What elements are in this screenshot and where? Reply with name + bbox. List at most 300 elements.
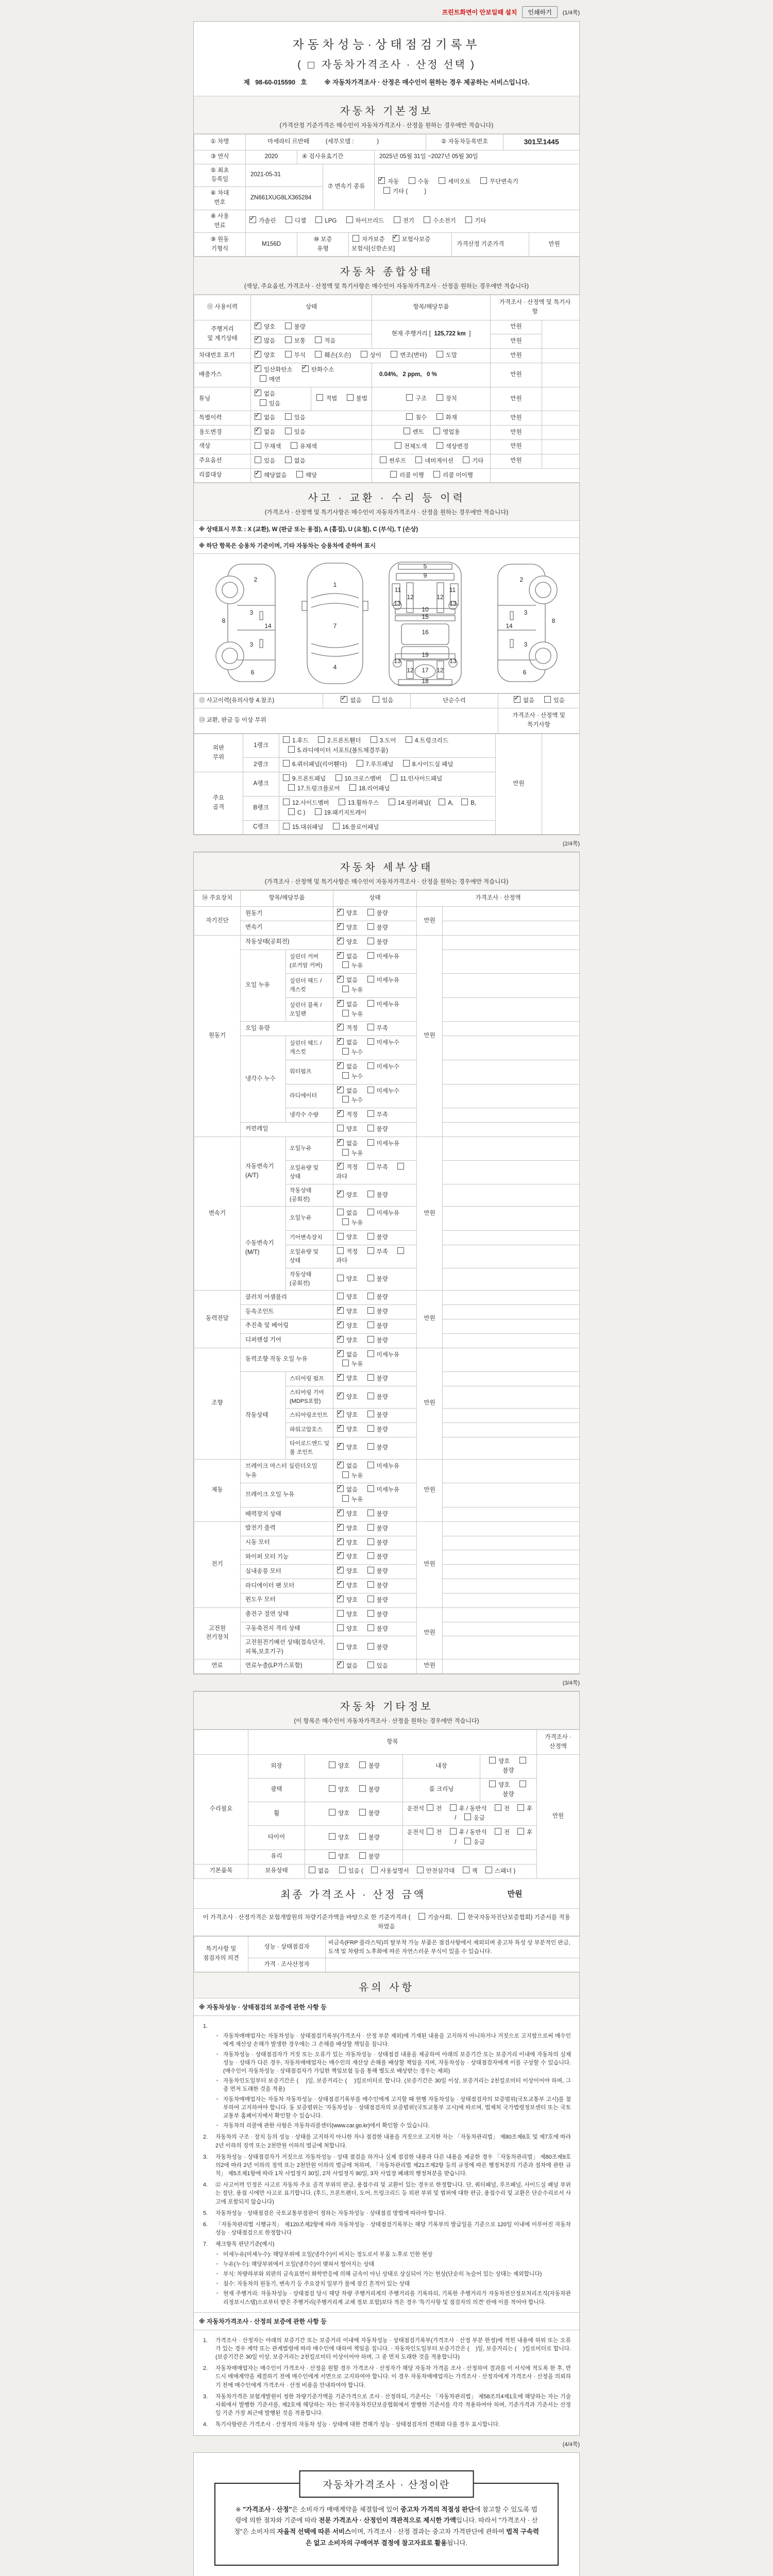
price-cell: 만원 <box>491 363 542 387</box>
checkbox-unchecked[interactable] <box>406 736 412 743</box>
checkbox-unchecked[interactable] <box>296 471 303 478</box>
group-label: ⑨ 원동 기형식 <box>194 233 246 257</box>
checkbox-unchecked[interactable] <box>367 1307 374 1314</box>
checkbox-unchecked[interactable] <box>480 177 487 184</box>
checkbox-unchecked[interactable] <box>495 1828 501 1835</box>
checkbox-checked[interactable] <box>337 1411 344 1417</box>
checkbox-unchecked[interactable] <box>450 1828 457 1835</box>
checkbox-unchecked[interactable] <box>409 177 415 184</box>
checkbox-unchecked[interactable] <box>359 1833 366 1840</box>
checkbox-unchecked[interactable] <box>329 1852 335 1859</box>
checkbox-unchecked[interactable] <box>288 784 295 791</box>
checkbox-unchecked[interactable] <box>357 760 363 767</box>
checkbox-unchecked[interactable] <box>309 1867 315 1873</box>
checkbox-unchecked[interactable] <box>342 1471 349 1478</box>
checkbox-checked[interactable] <box>337 1538 344 1545</box>
checkbox-checked[interactable] <box>337 1062 344 1069</box>
checkbox-unchecked[interactable] <box>337 1275 344 1281</box>
checkbox-checked[interactable] <box>255 389 261 396</box>
section-subtitle: (가격산정 기준가격은 매수인이 자동차가격조사 · 산정을 원하는 경우에만 적습니다) <box>279 123 494 129</box>
notes-cell <box>542 387 580 411</box>
checkbox-checked[interactable] <box>337 1485 344 1492</box>
checkbox-checked[interactable] <box>337 1374 344 1381</box>
notes-cell <box>443 1386 580 1408</box>
accident-history-table <box>194 693 580 733</box>
checkbox-unchecked[interactable] <box>260 375 266 382</box>
checkbox-unchecked[interactable] <box>367 976 374 982</box>
checkbox-checked[interactable] <box>337 1024 344 1030</box>
checkbox-checked[interactable] <box>514 696 520 703</box>
checkbox-unchecked[interactable] <box>463 456 469 463</box>
checkbox-unchecked[interactable] <box>367 1393 374 1399</box>
checkbox-unchecked[interactable] <box>367 1038 374 1045</box>
checkbox-unchecked[interactable] <box>383 187 390 194</box>
checkbox-unchecked[interactable] <box>367 1624 374 1631</box>
group-label: 외판 부위 <box>194 734 243 772</box>
options-cell: ✓없음 있음 <box>251 387 311 411</box>
checkbox-checked[interactable] <box>337 1552 344 1559</box>
checkbox-unchecked[interactable] <box>367 1062 374 1069</box>
checkbox-unchecked[interactable] <box>315 336 322 343</box>
checkbox-unchecked[interactable] <box>352 235 359 242</box>
checkbox-unchecked[interactable] <box>367 1233 374 1240</box>
notice-item-number: 6. <box>203 2222 208 2228</box>
checkbox-unchecked[interactable] <box>367 1336 374 1343</box>
checkbox-checked[interactable] <box>337 1443 344 1450</box>
print-button[interactable]: 인쇄하기 <box>522 6 557 18</box>
checkbox-unchecked[interactable] <box>367 1552 374 1559</box>
checkbox-unchecked[interactable] <box>436 413 443 420</box>
notes-cell <box>443 1305 580 1319</box>
checkbox-unchecked[interactable] <box>427 1828 433 1835</box>
checkbox-unchecked[interactable] <box>367 1000 374 1007</box>
checkbox-unchecked[interactable] <box>342 1360 349 1366</box>
checkbox-unchecked[interactable] <box>367 1538 374 1545</box>
checkbox-checked[interactable] <box>337 1524 344 1531</box>
notice-sub-item <box>202 2260 571 2268</box>
section-detail-state <box>194 852 579 890</box>
checkbox-unchecked[interactable] <box>339 1867 346 1873</box>
checkbox-unchecked[interactable] <box>367 1485 374 1492</box>
checkbox-unchecked[interactable] <box>464 1838 471 1844</box>
checkbox-unchecked[interactable] <box>415 456 422 463</box>
row-label: 작동상태 <box>241 1372 286 1460</box>
checkbox-checked[interactable] <box>337 1163 344 1170</box>
notes-cell <box>443 1184 580 1207</box>
notice-item <box>202 2209 571 2217</box>
sub-item-label: 오일유량 및 상태 <box>286 1245 333 1268</box>
checkbox-checked[interactable] <box>255 471 261 478</box>
checkbox-checked[interactable] <box>337 909 344 916</box>
checkbox-unchecked[interactable] <box>517 1828 524 1835</box>
checkbox-checked[interactable] <box>337 1110 344 1117</box>
checkbox-unchecked[interactable] <box>283 799 290 805</box>
checkbox-unchecked[interactable] <box>395 442 401 449</box>
checkbox-unchecked[interactable] <box>255 442 261 449</box>
final-price-row <box>194 1879 579 1909</box>
notes-cell <box>443 921 580 935</box>
checkbox-unchecked[interactable] <box>380 456 386 463</box>
checkbox-unchecked[interactable] <box>406 413 413 420</box>
checkbox-unchecked[interactable] <box>485 1867 492 1873</box>
checkbox-unchecked[interactable] <box>439 799 445 805</box>
checkbox-unchecked[interactable] <box>397 1163 404 1170</box>
checkbox-unchecked[interactable] <box>367 1087 374 1093</box>
checkbox-unchecked[interactable] <box>342 1149 349 1156</box>
options-cell: 구조 장치 <box>372 387 491 411</box>
checkbox-checked[interactable] <box>337 1425 344 1432</box>
checkbox-unchecked[interactable] <box>461 799 468 805</box>
notice-sub-item <box>202 2050 571 2076</box>
checkbox-unchecked[interactable] <box>406 394 413 401</box>
checkbox-unchecked[interactable] <box>367 1247 374 1254</box>
checkbox-unchecked[interactable] <box>373 696 379 703</box>
checkbox-unchecked[interactable] <box>337 1125 344 1131</box>
checkbox-checked[interactable] <box>255 365 261 372</box>
options-cell: ✓없음 미세누유 누유 <box>333 997 417 1022</box>
checkbox-unchecked[interactable] <box>367 1209 374 1215</box>
checkbox-unchecked[interactable] <box>283 736 290 743</box>
checkbox-unchecked[interactable] <box>283 823 290 829</box>
column-header: 상태 <box>251 295 372 320</box>
checkbox-unchecked[interactable] <box>342 986 349 992</box>
bullet-marker: · <box>216 2123 219 2129</box>
options-cell: ✓없음 미세누유 누유 <box>333 974 417 998</box>
notes-cell <box>443 1161 580 1184</box>
checkbox-unchecked[interactable] <box>285 456 292 463</box>
checkbox-checked[interactable] <box>337 1393 344 1399</box>
checkbox-unchecked[interactable] <box>371 736 377 743</box>
checkbox-unchecked[interactable] <box>367 1643 374 1650</box>
checkbox-unchecked[interactable] <box>337 1233 344 1240</box>
price-cell: 만원 <box>491 387 542 411</box>
checkbox-unchecked[interactable] <box>315 216 322 223</box>
checkbox-unchecked[interactable] <box>349 784 356 791</box>
checkbox-unchecked[interactable] <box>367 1510 374 1516</box>
checkbox-checked[interactable] <box>337 1596 344 1602</box>
checkbox-unchecked[interactable] <box>433 428 440 434</box>
checkbox-checked[interactable] <box>393 235 399 242</box>
checkbox-unchecked[interactable] <box>337 1610 344 1617</box>
checkbox-unchecked[interactable] <box>337 1209 344 1215</box>
checkbox-unchecked[interactable] <box>367 1443 374 1450</box>
checkbox-checked[interactable] <box>337 1139 344 1146</box>
checkbox-checked[interactable] <box>337 923 344 930</box>
checkbox-unchecked[interactable] <box>329 1833 335 1840</box>
checkbox-unchecked[interactable] <box>342 1048 349 1055</box>
row-label: 변속기 <box>241 921 333 935</box>
notes-cell <box>443 1607 580 1622</box>
checkbox-checked[interactable] <box>255 413 261 420</box>
checkbox-unchecked[interactable] <box>391 351 397 358</box>
zone-number: 12 <box>436 667 444 674</box>
notes-cell <box>542 454 580 468</box>
checkbox-checked[interactable] <box>249 216 256 223</box>
checkbox-unchecked[interactable] <box>347 394 354 401</box>
checkbox-unchecked[interactable] <box>342 1495 349 1502</box>
checkbox-unchecked[interactable] <box>342 961 349 968</box>
checkbox-unchecked[interactable] <box>391 774 397 781</box>
row-label: 리콜대상 <box>194 468 251 483</box>
checkbox-unchecked[interactable] <box>389 799 395 805</box>
checkbox-unchecked[interactable] <box>367 1024 374 1030</box>
print-install-hint[interactable]: 프린트화면이 안보일때 설치 <box>442 9 517 16</box>
checkbox-unchecked[interactable] <box>439 177 445 184</box>
row-label: 브레이크 마스터 실린더오일 누유 <box>241 1459 333 1483</box>
notes-cell <box>443 1550 580 1565</box>
checkbox-checked[interactable] <box>337 1087 344 1093</box>
checkbox-unchecked[interactable] <box>367 1350 374 1357</box>
checkbox-unchecked[interactable] <box>359 1785 366 1792</box>
options-cell: 6.쿼터패널(리어휀다) 7.루프패널 8.사이드실 패널 <box>279 758 496 772</box>
section-title: 자동차 세부상태 <box>340 862 433 874</box>
notes-cell <box>542 426 580 440</box>
checkbox-unchecked[interactable] <box>367 1163 374 1170</box>
sub-item-label: 오일유량 및 상태 <box>286 1161 333 1184</box>
options-cell: 적법 불법 <box>311 387 372 411</box>
zone-number: 1 <box>333 581 337 589</box>
checkbox-checked[interactable] <box>337 1350 344 1357</box>
checkbox-unchecked[interactable] <box>367 1321 374 1328</box>
notes-cell <box>443 1319 580 1333</box>
zone-number: 17 <box>422 667 429 674</box>
checkbox-checked[interactable] <box>255 428 261 434</box>
checkbox-unchecked[interactable] <box>367 1462 374 1468</box>
price-cell: 만원 <box>491 334 542 349</box>
checkbox-unchecked[interactable] <box>403 760 410 767</box>
notice-sub-text: 현재 주행거리: 자동차성능 · 상태점검 당시 해당 차량 주행거리계의 주행거리를 기록하되, 기록한 주행거리가 자동차전산정보처리조직(자동차관리정보시스템)으로부터 받은 주행거리(주행거리계 교체 정보 포함)보다 적은 경우 '특기사항 및 점검자의 의견' 란에 이를 적어야 합니다. <box>223 2291 571 2306</box>
price-cell: 만원 <box>537 1755 580 1878</box>
checkbox-unchecked[interactable] <box>283 760 290 767</box>
group-label: 변속기 <box>194 1137 241 1291</box>
section-title: 자동차 종합상태 <box>340 266 433 278</box>
notice-item <box>202 2022 571 2030</box>
checkbox-unchecked[interactable] <box>367 938 374 944</box>
notice-item-text: 가격조사 · 산정자는 아래의 보증기간 또는 보증거리 이내에 자동차성능 · 상태점검기록부(가격조사 · 산정 부분 한정)에 적힌 내용에 허위 또는 오류가 있는 경우 계약 또는 관계법령에 따라 매수인에 대하여 책임을 집니다. · 자동차인도일부터 보증기간은 ( )일, 보증거리는 ( )킬로미터로 합니다. (보증기간은 30일 이상, 보증거리는 2천킬로미터 이상이어야 하며, 그 중 먼저 도래한 것을 적용합니다) <box>215 2337 571 2361</box>
checkbox-unchecked[interactable] <box>260 399 266 406</box>
checkbox-checked[interactable] <box>302 365 309 372</box>
checkbox-unchecked[interactable] <box>404 428 410 434</box>
checkbox-unchecked[interactable] <box>367 1425 374 1432</box>
checkbox-checked[interactable] <box>337 1462 344 1468</box>
checkbox-unchecked[interactable] <box>367 1411 374 1417</box>
checkbox-unchecked[interactable] <box>291 442 297 449</box>
checkbox-unchecked[interactable] <box>450 1804 457 1811</box>
checkbox-unchecked[interactable] <box>342 1072 349 1079</box>
checkbox-unchecked[interactable] <box>495 1804 501 1811</box>
group-label: 제동 <box>194 1459 241 1521</box>
checkbox-unchecked[interactable] <box>367 923 374 930</box>
checkbox-unchecked[interactable] <box>367 1293 374 1299</box>
group-label: 자기진단 <box>194 907 241 936</box>
section-other-info <box>194 1691 579 1730</box>
options-cell: 무채색 유채색 <box>251 439 372 454</box>
checkbox-unchecked[interactable] <box>424 216 430 223</box>
row-label: 브레이크 오일 누유 <box>241 1483 333 1507</box>
checkbox-unchecked[interactable] <box>285 413 292 420</box>
checkbox-unchecked[interactable] <box>367 1524 374 1531</box>
checkbox-unchecked[interactable] <box>390 471 397 478</box>
checkbox-unchecked[interactable] <box>458 1913 465 1920</box>
checkbox-checked[interactable] <box>337 1000 344 1007</box>
checkbox-checked[interactable] <box>255 336 261 343</box>
group-label: 성능 · 상태점검자 <box>248 1937 326 1958</box>
checkbox-unchecked[interactable] <box>255 456 261 463</box>
checkbox-unchecked[interactable] <box>285 216 292 223</box>
checkbox-unchecked[interactable] <box>359 1852 366 1859</box>
notes-cell <box>443 1507 580 1522</box>
checkbox-unchecked[interactable] <box>463 1867 469 1873</box>
checkbox-unchecked[interactable] <box>436 394 443 401</box>
options-cell: ✓양호 불량 <box>333 1184 417 1207</box>
options-cell: ✓ 양호 불량 <box>333 935 417 950</box>
bullet-marker: · <box>216 2281 219 2287</box>
checkbox-unchecked[interactable] <box>418 1913 425 1920</box>
bullet-marker: · <box>216 2096 219 2103</box>
options-cell: 양호 불량 <box>333 1291 417 1305</box>
checkbox-unchecked[interactable] <box>285 336 292 343</box>
checkbox-unchecked[interactable] <box>394 216 400 223</box>
checkbox-unchecked[interactable] <box>436 351 443 358</box>
checkbox-unchecked[interactable] <box>489 1781 496 1787</box>
sub-item-label: 스티어링 펌프 <box>286 1372 333 1386</box>
checkbox-checked[interactable] <box>337 1038 344 1045</box>
checkbox-unchecked[interactable] <box>367 1581 374 1588</box>
checkbox-unchecked[interactable] <box>417 1867 424 1873</box>
zone-number: 12 <box>407 594 414 601</box>
checkbox-checked[interactable] <box>337 1321 344 1328</box>
options-cell: ✓ 양호 불량 <box>333 1593 417 1607</box>
checkbox-unchecked[interactable] <box>519 1757 526 1764</box>
checkbox-unchecked[interactable] <box>337 1643 344 1650</box>
checkbox-unchecked[interactable] <box>367 1139 374 1146</box>
checkbox-unchecked[interactable] <box>315 351 322 358</box>
checkbox-checked[interactable] <box>255 351 261 358</box>
checkbox-unchecked[interactable] <box>367 1662 374 1668</box>
notice-sub-text: 누유(누수): 해당부위에서 오일(냉각수)이 맺혀서 떨어지는 상태 <box>223 2261 375 2267</box>
notice-sub-text: 미세누유(미세누수): 해당부위에 오일(냉각수)이 비치는 정도로서 부품 노후로 인한 현상 <box>223 2251 433 2258</box>
options-cell: 15.대쉬패널 16.플로어패널 <box>279 820 496 835</box>
column-header: 항목/해당부품 <box>372 295 491 320</box>
checkbox-unchecked[interactable] <box>367 1596 374 1602</box>
checkbox-checked[interactable] <box>337 976 344 982</box>
checkbox-unchecked[interactable] <box>367 1374 374 1381</box>
checkbox-checked[interactable] <box>337 1191 344 1197</box>
checkbox-unchecked[interactable] <box>367 909 374 916</box>
notice-sub-text: 자동차매매업자는 자동차성능 · 상태점검기록부(가격조사 · 산정 부분 제외)에 기재된 내용을 고지하지 아니하거나 거짓으로 고지함으로써 매수인에게 재산상 손해가 발생한 경우에는 그 손해를 배상할 책임을 집니다. <box>223 2033 571 2048</box>
checkbox-unchecked[interactable] <box>339 799 345 805</box>
sub-item-label: 오일누유 <box>286 1207 333 1231</box>
checkbox-unchecked[interactable] <box>367 1125 374 1131</box>
checkbox-unchecked[interactable] <box>346 216 353 223</box>
checkbox-unchecked[interactable] <box>367 1610 374 1617</box>
checkbox-checked[interactable] <box>337 1510 344 1516</box>
checkbox-unchecked[interactable] <box>342 1218 349 1225</box>
checkbox-unchecked[interactable] <box>367 1191 374 1197</box>
checkbox-unchecked[interactable] <box>329 1785 335 1792</box>
checkbox-unchecked[interactable] <box>285 351 292 358</box>
checkbox-unchecked[interactable] <box>519 1781 526 1787</box>
group-label: C랭크 <box>243 820 279 835</box>
checkbox-unchecked[interactable] <box>517 1804 524 1811</box>
checkbox-unchecked[interactable] <box>371 1867 378 1873</box>
checkbox-checked[interactable] <box>341 696 347 703</box>
checkbox-unchecked[interactable] <box>315 808 322 815</box>
checkbox-checked[interactable] <box>337 938 344 944</box>
checkbox-unchecked[interactable] <box>316 394 323 401</box>
options-cell: ✓없음 미세누수 누수 <box>333 1060 417 1084</box>
notice-item-text: 특기사항란은 가격조사 · 산정자의 자동차 성능 · 상태에 대한 견해가 성능 · 상태점검자의 견해와 다를 경우 표시합니다. <box>215 2421 500 2428</box>
price-cell: 만원 <box>417 1459 443 1521</box>
checkbox-unchecked[interactable] <box>333 823 340 829</box>
row-label: 냉각수 누수 <box>241 1036 286 1123</box>
checkbox-checked[interactable] <box>337 952 344 959</box>
checkbox-unchecked[interactable] <box>397 1247 404 1254</box>
checkbox-checked[interactable] <box>255 323 261 329</box>
checkbox-unchecked[interactable] <box>544 696 551 703</box>
opinion-text: 비금속(FRP 플라스틱)의 탈부착 가능 부품은 점검사항에서 제외되며 중고차 특성 상 부분적인 판금,도색 및 차량의 노후화에 따른 자연스러운 부식이 있을 수 있습니다. <box>326 1937 580 1958</box>
options-cell: ✓ 적정 부족 <box>333 1108 417 1123</box>
row-label: 실내송풍 모터 <box>241 1565 333 1579</box>
checkbox-checked[interactable] <box>378 177 385 184</box>
checkbox-unchecked[interactable] <box>337 1624 344 1631</box>
checkbox-unchecked[interactable] <box>342 1096 349 1103</box>
checkbox-unchecked[interactable] <box>329 1809 335 1816</box>
checkbox-unchecked[interactable] <box>329 1761 335 1768</box>
checkbox-unchecked[interactable] <box>337 1293 344 1299</box>
checkbox-unchecked[interactable] <box>318 736 325 743</box>
checkbox-unchecked[interactable] <box>308 62 314 69</box>
notice-item <box>202 2153 571 2178</box>
options-cell: ✓가솔린 디젤 LPG 하이브리드 전기 수소전기 기타 <box>246 210 580 233</box>
checkbox-unchecked[interactable] <box>433 471 440 478</box>
checkbox-unchecked[interactable] <box>367 1110 374 1117</box>
checkbox-checked[interactable] <box>337 1307 344 1314</box>
checkbox-unchecked[interactable] <box>285 428 292 434</box>
checkbox-unchecked[interactable] <box>342 1010 349 1016</box>
checkbox-checked[interactable] <box>337 1567 344 1573</box>
checkbox-unchecked[interactable] <box>367 1275 374 1281</box>
checkbox-checked[interactable] <box>337 1336 344 1343</box>
vehicle-diagram-svg <box>200 558 573 688</box>
checkbox-unchecked[interactable] <box>464 1814 471 1820</box>
checkbox-unchecked[interactable] <box>359 1809 366 1816</box>
notes-cell <box>443 1536 580 1550</box>
checkbox-unchecked[interactable] <box>361 351 367 358</box>
row-label: 배출가스 <box>194 363 251 387</box>
options-cell: ✓ 양호 불량 <box>333 1333 417 1348</box>
checkbox-unchecked[interactable] <box>436 442 443 449</box>
checkbox-unchecked[interactable] <box>337 1247 344 1254</box>
checkbox-unchecked[interactable] <box>465 216 472 223</box>
checkbox-unchecked[interactable] <box>489 1757 496 1764</box>
checkbox-unchecked[interactable] <box>367 952 374 959</box>
checkbox-unchecked[interactable] <box>288 808 295 815</box>
checkbox-checked[interactable] <box>337 1662 344 1668</box>
checkbox-unchecked[interactable] <box>427 1804 433 1811</box>
notes-cell <box>443 1137 580 1161</box>
checkbox-unchecked[interactable] <box>283 774 290 781</box>
options-cell: 1.후드 2.프론트휀더 3.도어 4.트렁크리드 5.라디에이터 서포트(볼트체결부품) <box>279 734 496 758</box>
checkbox-unchecked[interactable] <box>285 323 292 329</box>
row-label: 연료누출(LP가스포함) <box>241 1659 333 1673</box>
checkbox-unchecked[interactable] <box>335 774 342 781</box>
checkbox-unchecked[interactable] <box>288 746 295 753</box>
notice-sub-item <box>202 2077 571 2093</box>
checkbox-unchecked[interactable] <box>367 1567 374 1573</box>
checkbox-checked[interactable] <box>337 1581 344 1588</box>
checkbox-unchecked[interactable] <box>359 1761 366 1768</box>
